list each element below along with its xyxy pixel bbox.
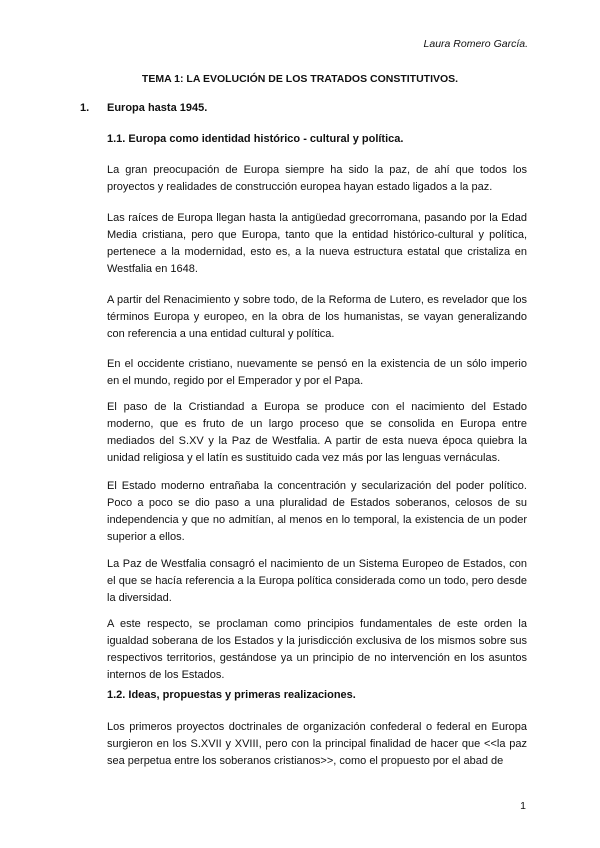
subsection-title-1-2: 1.2. Ideas, propuestas y primeras realizaciones. [107, 689, 356, 701]
paragraph: La gran preocupación de Europa siempre ha sido la paz, de ahí que todos los proyectos y realidades de construcción europea hayan estado ligados a la paz. [107, 164, 527, 193]
paragraph: A partir del Renacimiento y sobre todo, de la Reforma de Lutero, es revelador que los términos Europa y europeo, en la obra de los humanistas, se vayan generalizando con referencia a una entidad cultural y política. [107, 294, 527, 340]
section-number: 1. [80, 102, 90, 114]
page-number: 1 [520, 800, 526, 812]
paragraph: Los primeros proyectos doctrinales de organización confederal o federal en Europa surgieron en los S.XVII y XVIII, pero con la principal finalidad de hacer que <<la paz sea perpetua entre los soberanos cristianos>>, como el propuesto por el abad de [107, 721, 527, 767]
paragraph: En el occidente cristiano, nuevamente se pensó en la existencia de un sólo imperio en el mundo, regido por el Emperador y por el Papa. [107, 358, 527, 387]
paragraph: A este respecto, se proclaman como principios fundamentales de este orden la igualdad soberana de los Estados y la jurisdicción exclusiva de los mismos sobre sus respectivos territorios, gestándose ya un principio de no intervención en los asuntos internos de los Estados. [107, 618, 527, 681]
paragraph: Las raíces de Europa llegan hasta la antigüedad grecorromana, pasando por la Edad Media cristiana, pero que Europa, tanto que la entidad histórico-cultural y política, pertenece a la modernidad, esto es, a la nueva estructura estatal que cristaliza en Westfalia en 1648. [107, 212, 527, 275]
author-name: Laura Romero García. [423, 38, 528, 50]
section-title: Europa hasta 1945. [107, 102, 208, 114]
subsection-title-1-1: 1.1. Europa como identidad histórico - cultural y política. [107, 133, 404, 145]
paragraph: La Paz de Westfalia consagró el nacimiento de un Sistema Europeo de Estados, con el que se hacía referencia a la Europa política considerada como un todo, pero desde la diversidad. [107, 558, 527, 604]
document-title: TEMA 1: LA EVOLUCIÓN DE LOS TRATADOS CONSTITUTIVOS. [141, 73, 459, 85]
paragraph: El paso de la Cristiandad a Europa se produce con el nacimiento del Estado moderno, que es fruto de un largo proceso que se consolida en Europa entre mediados del S.XV y la Paz de Westfalia. A partir de esta nueva época quiebra la unidad religiosa y el latín es sustituido cada vez más por las lenguas vernáculas. [107, 401, 527, 464]
paragraph: El Estado moderno entrañaba la concentración y secularización del poder político. Poco a poco se dio paso a una pluralidad de Estados soberanos, celosos de su independencia y que no admitían, al menos en lo temporal, la existencia de un poder superior a ellos. [107, 480, 527, 543]
